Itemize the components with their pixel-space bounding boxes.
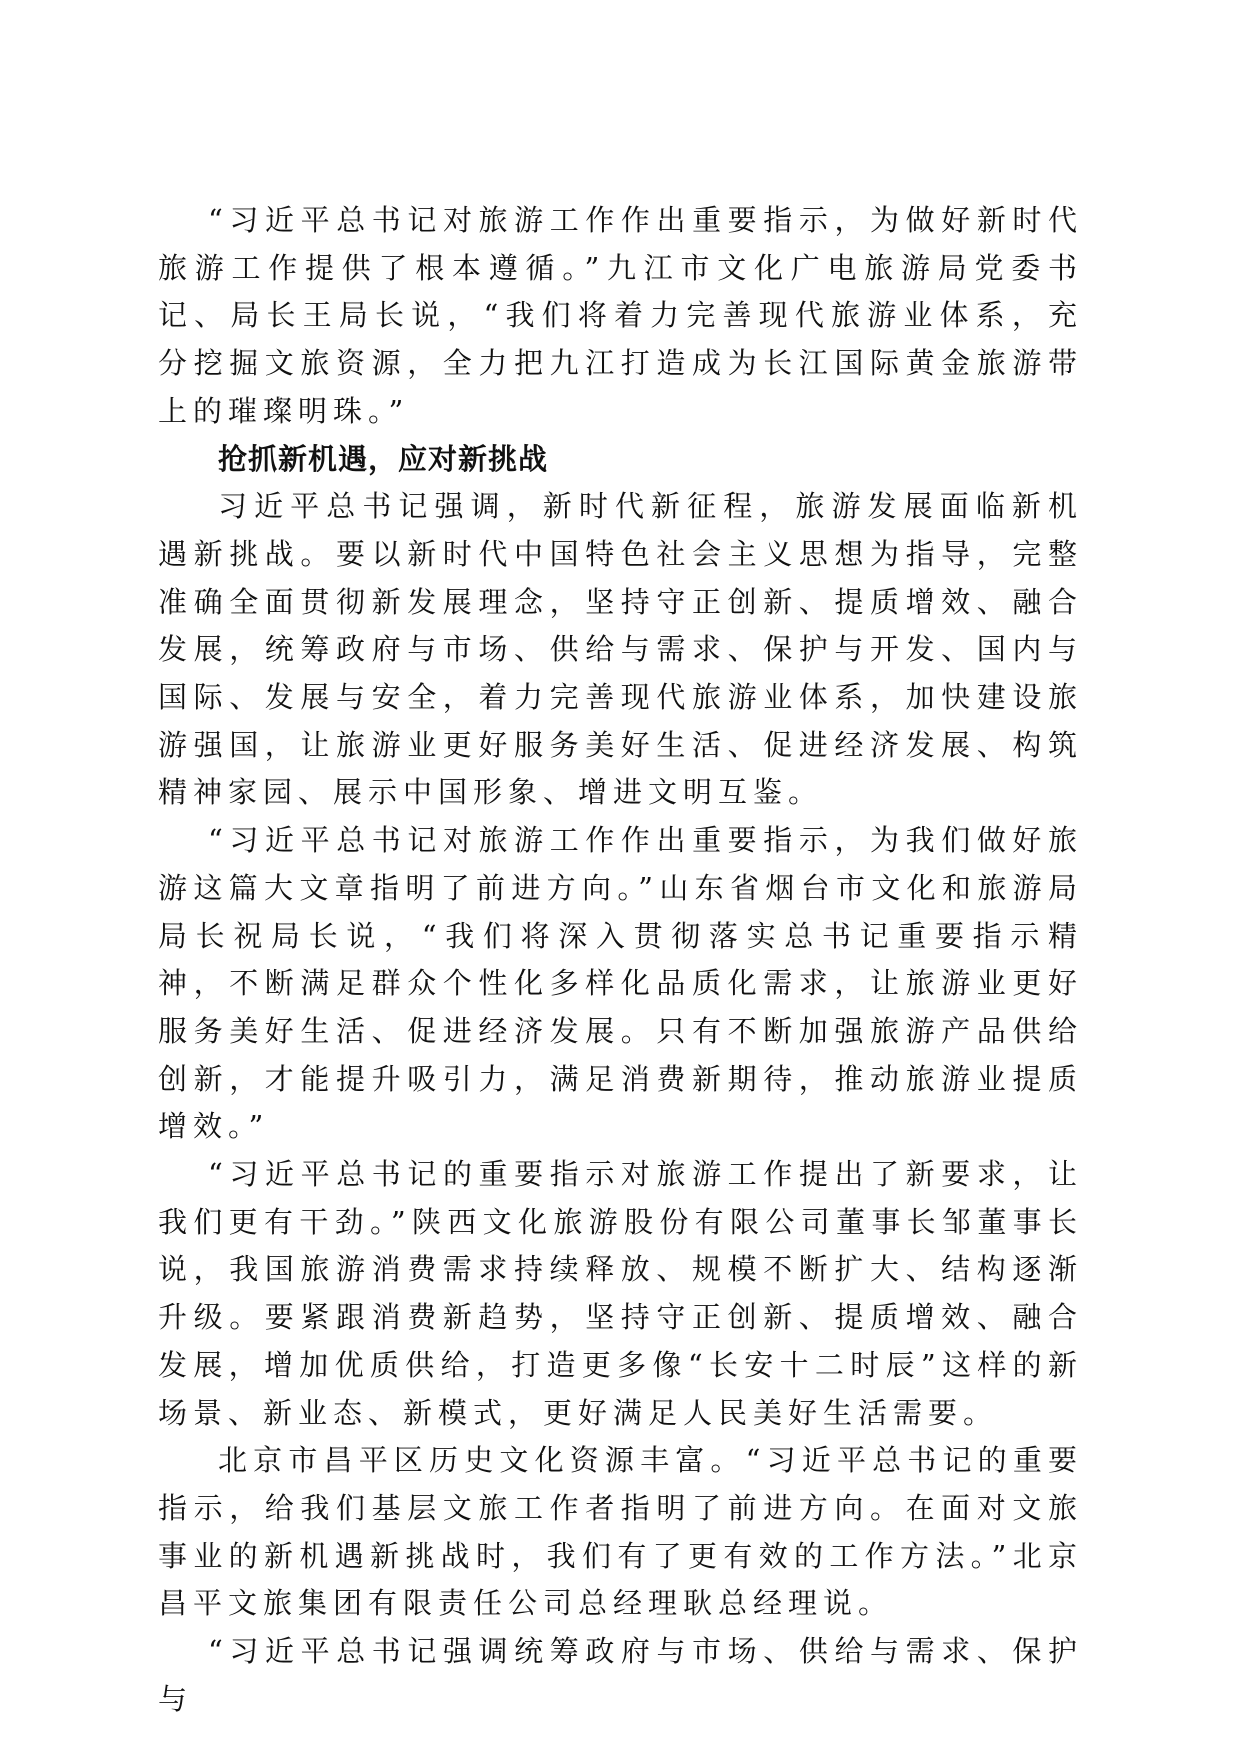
paragraph-shaanxi-quote: “习近平总书记的重要指示对旅游工作提出了新要求，让我们更有干劲。”陕西文化旅游股份有限公司董事长邹董事长说，我国旅游消费需求持续释放、规模不断扩大、结构逐渐升级。要紧跟消费新趋势，坚持守正创新、提质增效、融合发展，增加优质供给，打造更多像“长安十二时辰”这样的新场景、新业态、新模式，更好满足人民美好生活需要。 — [158, 1157, 1083, 1430]
document-body — [158, 197, 1083, 1724]
paragraph-changping-quote: 北京市昌平区历史文化资源丰富。“习近平总书记的重要指示，给我们基层文旅工作者指明了前进方向。在面对文旅事业的新机遇新挑战时，我们有了更有效的工作方法。”北京昌平文旅集团有限责任公司总经理耿总经理说。 — [158, 1443, 1083, 1621]
paragraph-instruction-summary: 习近平总书记强调，新时代新征程，旅游发展面临新机遇新挑战。要以新时代中国特色社会主义思想为指导，完整准确全面贯彻新发展理念，坚持守正创新、提质增效、融合发展，统筹政府与市场、供给与需求、保护与开发、国内与国际、发展与安全，着力完善现代旅游业体系，加快建设旅游强国，让旅游业更好服务美好生活、促进经济发展、构筑精神家园、展示中国形象、增进文明互鉴。 — [158, 489, 1083, 810]
paragraph-jiujiang-quote: “习近平总书记对旅游工作作出重要指示，为做好新时代旅游工作提供了根本遵循。”九江市文化广电旅游局党委书记、局长王局长说，“我们将着力完善现代旅游业体系，充分挖掘文旅资源，全力把九江打造成为长江国际黄金旅游带上的璀璨明珠。” — [158, 203, 1083, 428]
paragraph-yantai-quote: “习近平总书记对旅游工作作出重要指示，为我们做好旅游这篇大文章指明了前进方向。”山东省烟台市文化和旅游局局长祝局长说，“我们将深入贯彻落实总书记重要指示精神，不断满足群众个性化多样化品质化需求，让旅游业更好服务美好生活、促进经济发展。只有不断加强旅游产品供给创新，才能提升吸引力，满足消费新期待，推动旅游业提质增效。” — [158, 823, 1083, 1144]
section-heading: 抢抓新机遇，应对新挑战 — [218, 441, 549, 476]
paragraph-final-quote: “习近平总书记强调统筹政府与市场、供给与需求、保护与 — [158, 1634, 1083, 1716]
